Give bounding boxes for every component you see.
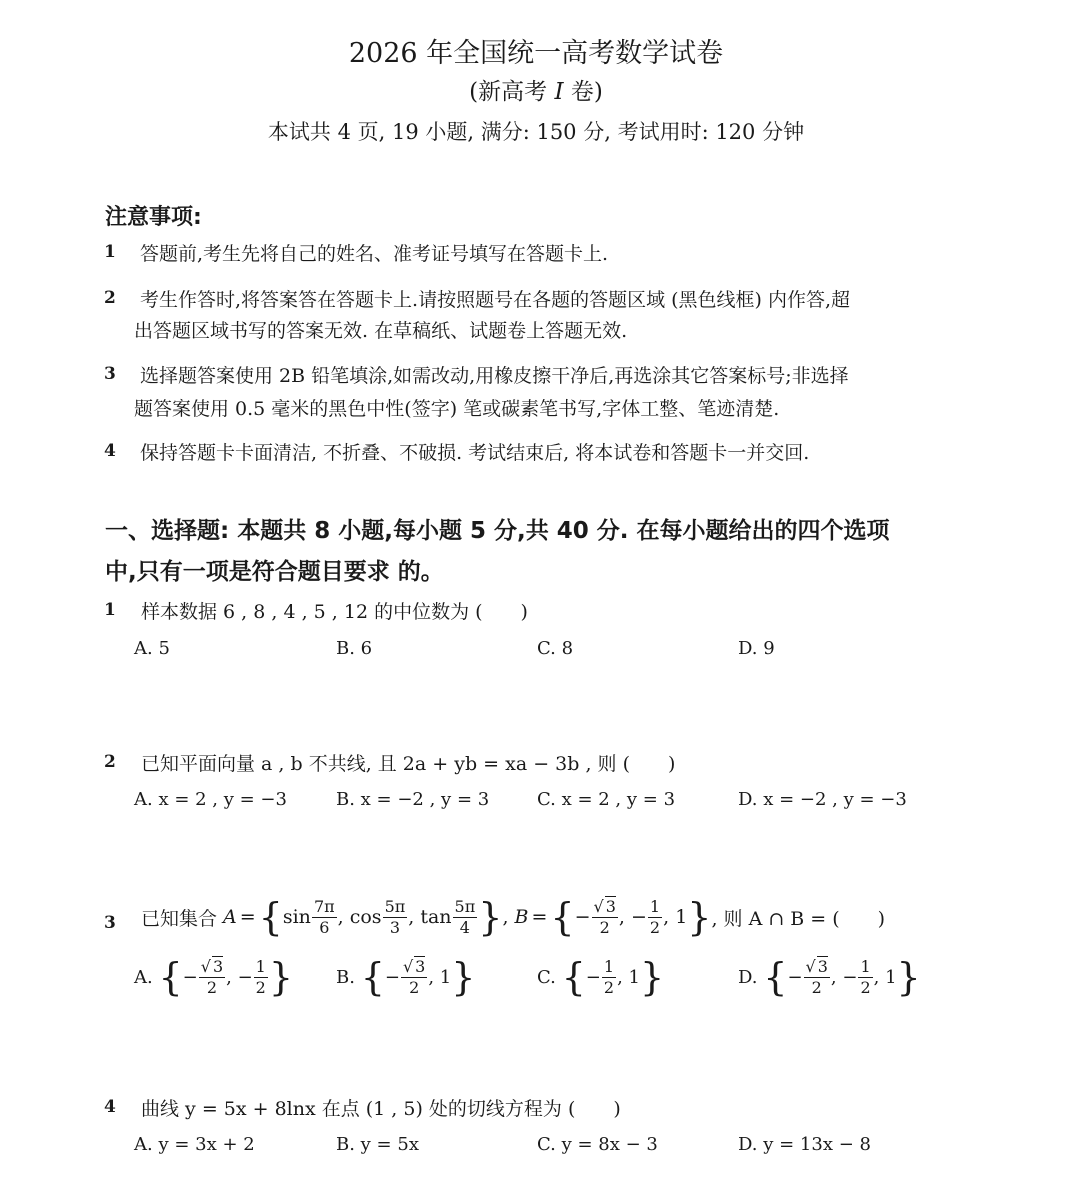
- notice-heading: 注意事项:: [105, 205, 202, 230]
- notice-item-text: 选择题答案使用 2B 铅笔填涂,如需改动,用橡皮擦干净后,再选涂其它答案标号;非选择: [140, 365, 849, 387]
- section-heading-line: 中,只有一项是符合题目要求 的。: [105, 559, 444, 585]
- option-b: B. { − $\frac{√ 3}{2}$ , 1 }: [336, 955, 476, 999]
- option-b: B. y = 5x: [336, 1134, 419, 1155]
- option-c: C. x = 2 , y = 3: [537, 789, 676, 810]
- question-stem: 已知平面向量 a , b 不共线, 且 2a + yb = xa − 3b , 则 ( ): [141, 753, 676, 775]
- notice-item-num: 2: [104, 288, 116, 308]
- option-d: D. x = −2 , y = −3: [738, 789, 907, 810]
- option-d: D. y = 13x − 8: [738, 1134, 871, 1155]
- subtitle-roman: I: [554, 79, 564, 105]
- option-b: B. 6: [336, 638, 373, 659]
- exam-subtitle: [0, 73, 1072, 106]
- notice-item-text: 考生作答时,将答案答在答题卡上.请按照题号在各题的答题区域 (黑色线框) 内作答,超: [140, 289, 851, 311]
- option-a: A. y = 3x + 2: [134, 1134, 255, 1155]
- math-var: A: [223, 906, 237, 928]
- option-a: A. { − $\frac{√ 3}{2}$ , − $\frac{1}{2}$ }: [134, 955, 294, 999]
- option-d: D. { − $\frac{√ 3}{2}$ , − $\frac{1}{2}$ , 1 }: [738, 955, 921, 999]
- question-stem: 样本数据 6 , 8 , 4 , 5 , 12 的中位数为 ( ): [141, 601, 528, 623]
- question-stem: 已知集合 A = { sin $\frac{7\pi}{6}$ , cos $\frac{5\pi}{3}$ , tan $\frac{5\pi}{4}$ } , B = { − $\frac{√ 3}{2}$ , − $\frac{1}{2}$ , 1 } , 则 A ∩ B = ( ): [141, 895, 886, 939]
- question-number: 1: [104, 600, 116, 620]
- stem-prefix: 已知集合: [141, 907, 218, 930]
- option-d: D. 9: [738, 638, 775, 659]
- notice-item-text: 保持答题卡卡面清洁, 不折叠、不破损. 考试结束后, 将本试卷和答题卡一并交回.: [140, 442, 810, 464]
- section-heading-line: 一、选择题: 本题共 8 小题,每小题 5 分,共 40 分. 在每小题给出的四个选项: [105, 518, 890, 544]
- notice-item-text: 题答案使用 0.5 毫米的黑色中性(签字) 笔或碳素笔书写,字体工整、笔迹清楚.: [134, 398, 780, 420]
- option-c: C. { − $\frac{1}{2}$ , 1 }: [537, 955, 665, 999]
- option-c: C. 8: [537, 638, 574, 659]
- stem-suffix: , 则 A ∩ B = ( ): [711, 907, 886, 930]
- notice-item-num: 4: [104, 441, 116, 461]
- notice-item-num: 3: [104, 364, 116, 384]
- option-c: C. y = 8x − 3: [537, 1134, 658, 1155]
- option-a: A. x = 2 , y = −3: [134, 789, 287, 810]
- option-b: B. x = −2 , y = 3: [336, 789, 490, 810]
- option-a: A. 5: [134, 638, 170, 659]
- question-stem: 曲线 y = 5x + 8lnx 在点 (1 , 5) 处的切线方程为 ( ): [141, 1098, 621, 1120]
- exam-info: 本试共 4 页, 19 小题, 满分: 150 分, 考试用时: 120 分钟: [267, 120, 805, 144]
- question-number: 4: [104, 1097, 116, 1117]
- exam-title: 2026 年全国统一高考数学试卷: [348, 38, 724, 69]
- subtitle-suffix: 卷): [570, 79, 603, 105]
- question-number: 3: [104, 913, 116, 933]
- notice-item-text: 答题前,考生先将自己的姓名、准考证号填写在答题卡上.: [140, 243, 609, 265]
- subtitle-prefix: (新高考: [469, 79, 548, 105]
- notice-item-text: 出答题区域书写的答案无效. 在草稿纸、试题卷上答题无效.: [134, 320, 628, 342]
- notice-item-num: 1: [104, 242, 116, 262]
- question-number: 2: [104, 752, 116, 772]
